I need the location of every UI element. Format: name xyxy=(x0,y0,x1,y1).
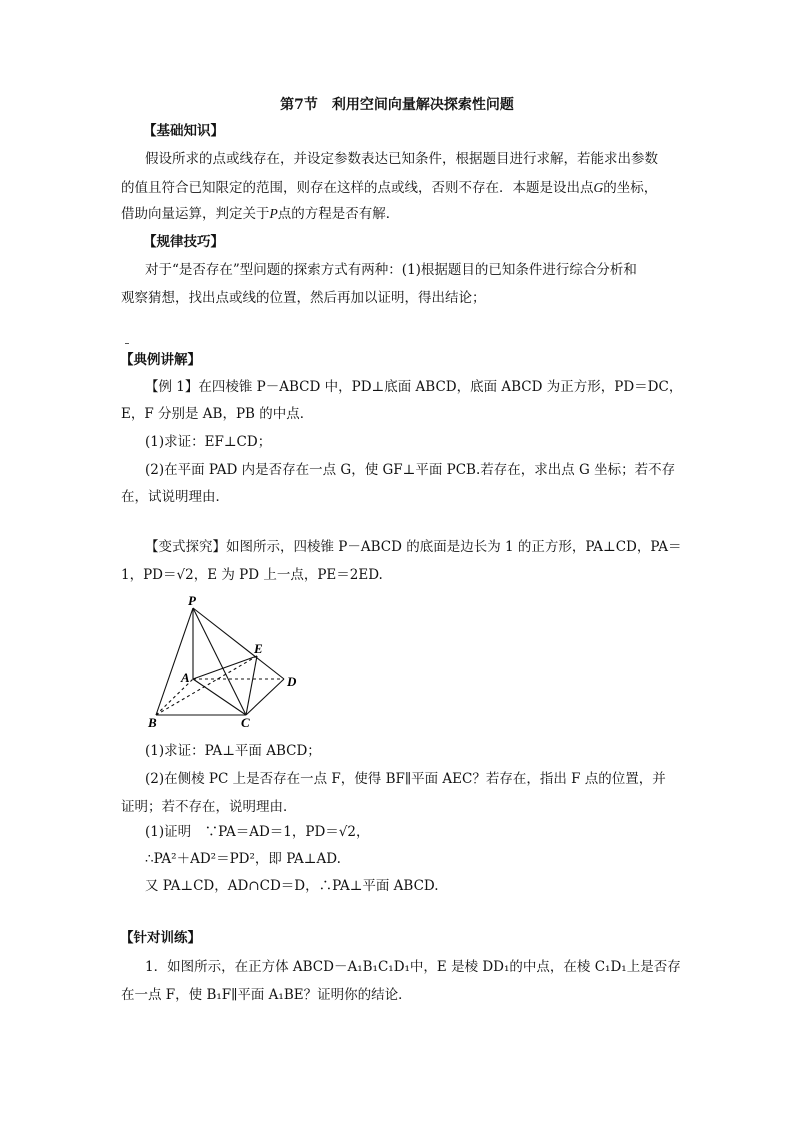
variant-line-1: 【变式探究】如图所示，四棱锥 P－ABCD 的底面是边长为 1 的正方形，PA⊥CD，PA＝ xyxy=(145,539,682,555)
edge-pd xyxy=(193,608,284,679)
label-d: D xyxy=(287,674,297,689)
label-a: A xyxy=(181,670,190,685)
example1-line-1: 【例 1】在四棱锥 P－ABCD 中，PD⊥底面 ABCD，底面 ABCD 为正方形，PD＝DC， xyxy=(145,379,683,395)
basic-line-3: 借助向量运算，判定关于P点的方程是否有解． xyxy=(121,206,400,222)
tips-line-2: 观察猜想，找出点或线的位置，然后再加以证明，得出结论； xyxy=(121,290,486,306)
proof-line-3: 又 PA⊥CD，AD∩CD＝D，∴PA⊥平面 ABCD. xyxy=(145,878,439,894)
page-title: 第7节 利用空间向量解决探索性问题 xyxy=(280,97,514,113)
proof-line-2: ∴PA²＋AD²＝PD²，即 PA⊥AD. xyxy=(145,851,341,867)
heading-tips: 【规律技巧】 xyxy=(143,234,224,250)
small-mark xyxy=(125,343,129,344)
label-e: E xyxy=(254,641,263,656)
variant-question-2: (2)在侧棱 PC 上是否存在一点 F，使得 BF∥平面 AEC？若存在，指出 F 点的位置，并 xyxy=(145,771,666,787)
variant-question-2-cont: 证明；若不存在，说明理由． xyxy=(121,799,297,815)
heading-basic: 【基础知识】 xyxy=(143,123,224,139)
training-line-1: 1．如图所示，在正方体 ABCD－A₁B₁C₁D₁中，E 是棱 DD₁的中点，在棱 C₁D₁上是否存 xyxy=(145,959,681,975)
edge-ae xyxy=(193,656,257,679)
variant-line-2: 1，PD＝√2，E 为 PD 上一点，PE＝2ED. xyxy=(121,567,383,583)
edge-pb xyxy=(156,608,193,715)
example1-question-1: (1)求证：EF⊥CD； xyxy=(145,434,272,450)
edge-ac xyxy=(193,679,246,715)
training-line-2: 在一点 F，使 B₁F∥平面 A₁BE？证明你的结论． xyxy=(121,987,412,1003)
basic-line-2: 的值且符合已知限定的范围，则存在这样的点或线，否则不存在．本题是设出点G的坐标， xyxy=(121,180,658,196)
example1-line-2: E，F 分别是 AB，PB 的中点． xyxy=(121,406,314,422)
tips-line-1: 对于“是否存在”型问题的探索方式有两种：(1)根据题目的已知条件进行综合分析和 xyxy=(145,262,637,278)
basic-line-1: 假设所求的点或线存在，并设定参数表达已知条件，根据题目进行求解，若能求出参数 xyxy=(145,151,658,167)
example1-question-2-cont: 在，试说明理由． xyxy=(121,489,229,505)
heading-example: 【典例讲解】 xyxy=(120,352,201,368)
label-b: B xyxy=(148,715,157,730)
label-p: P xyxy=(188,593,196,608)
example1-question-2: (2)在平面 PAD 内是否存在一点 G，使 GF⊥平面 PCB.若存在，求出点 G 坐标；若不存 xyxy=(145,462,676,478)
variant-question-1: (1)求证：PA⊥平面 ABCD； xyxy=(145,743,321,759)
pyramid-figure xyxy=(145,592,305,732)
label-c: C xyxy=(241,715,250,730)
heading-training: 【针对训练】 xyxy=(120,930,201,946)
proof-line-1: (1)证明 ∵PA＝AD＝1，PD＝√2， xyxy=(145,824,370,840)
edge-pc xyxy=(193,608,246,715)
